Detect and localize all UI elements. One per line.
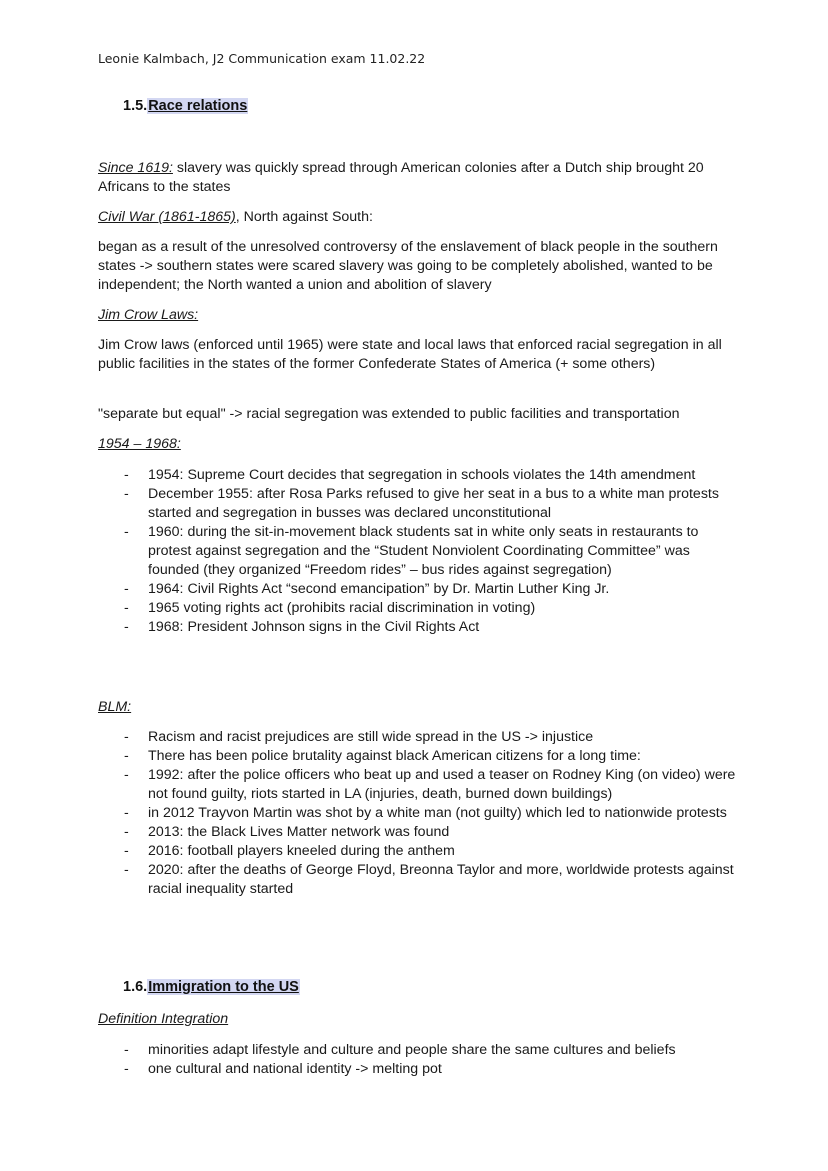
text-civil-war: , North against South: — [235, 209, 373, 225]
paragraph-since-1619 — [98, 159, 738, 197]
section-heading-race-relations — [123, 98, 248, 114]
label-civil-war: Civil War (1861-1865) — [98, 209, 236, 225]
list-item: - 1960: during the sit-in-movement black students sat in white only seats in restaurants to protest against segregation and the “Student Nonviolent Coordinating Committee” was founded (they organized “Freedom rides” – bus rides against segregation) — [124, 524, 699, 578]
label-jim-crow: Jim Crow Laws: — [98, 307, 199, 323]
list-integration-definition — [0, 1041, 700, 1079]
section-heading-immigration — [123, 979, 300, 995]
label-definition-integration: Definition Integration — [98, 1011, 229, 1027]
list-blm-events — [0, 728, 736, 899]
label-1954-1968: 1954 – 1968: — [98, 436, 181, 452]
paragraph-separate-but-equal: "separate but equal" -> racial segregation was extended to public facilities and transportation — [98, 406, 680, 422]
list-item: - in 2012 Trayvon Martin was shot by a white man (not guilty) which led to nationwide protests — [124, 805, 727, 821]
paragraph-jim-crow-label — [98, 306, 738, 325]
list-item: - 2020: after the deaths of George Floyd, Breonna Taylor and more, worldwide protests against racial inequality started — [124, 862, 734, 897]
page-header: Leonie Kalmbach, J2 Communication exam 11.02.22 — [98, 51, 426, 66]
list-item: - 1968: President Johnson signs in the Civil Rights Act — [124, 619, 480, 635]
list-item: - one cultural and national identity -> melting pot — [124, 1061, 442, 1077]
list-item: - 1992: after the police officers who beat up and used a teaser on Rodney King (on video) were not found guilty, riots started in LA (injuries, death, burned down buildings) — [124, 767, 736, 802]
list-item: - 1964: Civil Rights Act “second emancipation” by Dr. Martin Luther King Jr. — [124, 581, 610, 597]
text-since-1619: slavery was quickly spread through American colonies after a Dutch ship brought 20 Africans to the states — [98, 160, 704, 195]
list-item: - 2013: the Black Lives Matter network was found — [124, 824, 450, 840]
paragraph-1954-1968-label — [98, 435, 738, 454]
section-number: 1.6. — [123, 979, 148, 995]
list-item: - 1954: Supreme Court decides that segregation in schools violates the 14th amendment — [124, 467, 696, 483]
label-since-1619: Since 1619: — [98, 160, 173, 176]
section-title: Immigration to the US — [148, 979, 299, 995]
list-item: - There has been police brutality against black American citizens for a long time: — [124, 748, 641, 764]
list-item: - 2016: football players kneeled during the anthem — [124, 843, 455, 859]
label-blm: BLM: — [98, 699, 132, 715]
paragraph-civil-war-detail: began as a result of the unresolved controversy of the enslavement of black people in the southern states -> southern states were scared slavery was going to be completely abolished, wanted to be independent; the North wanted a union and abolition of slavery — [98, 239, 718, 293]
paragraph-jim-crow-detail: Jim Crow laws (enforced until 1965) were state and local laws that enforced racial segregation in all public facilities in the states of the former Confederate States of America (+ some others) — [98, 337, 722, 372]
section-title: Race relations — [148, 98, 248, 114]
section-number: 1.5. — [123, 98, 148, 114]
paragraph-blm-label — [98, 698, 738, 717]
list-item: - December 1955: after Rosa Parks refused to give her seat in a bus to a white man protests started and segregation in busses was declared unconstitutional — [124, 486, 719, 521]
list-item: - 1965 voting rights act (prohibits racial discrimination in voting) — [124, 600, 536, 616]
list-item: - minorities adapt lifestyle and culture and people share the same cultures and beliefs — [124, 1042, 676, 1058]
list-civil-rights-events — [0, 466, 719, 637]
paragraph-definition-label — [98, 1010, 738, 1029]
list-item: - Racism and racist prejudices are still wide spread in the US -> injustice — [124, 729, 594, 745]
paragraph-civil-war — [98, 208, 738, 227]
